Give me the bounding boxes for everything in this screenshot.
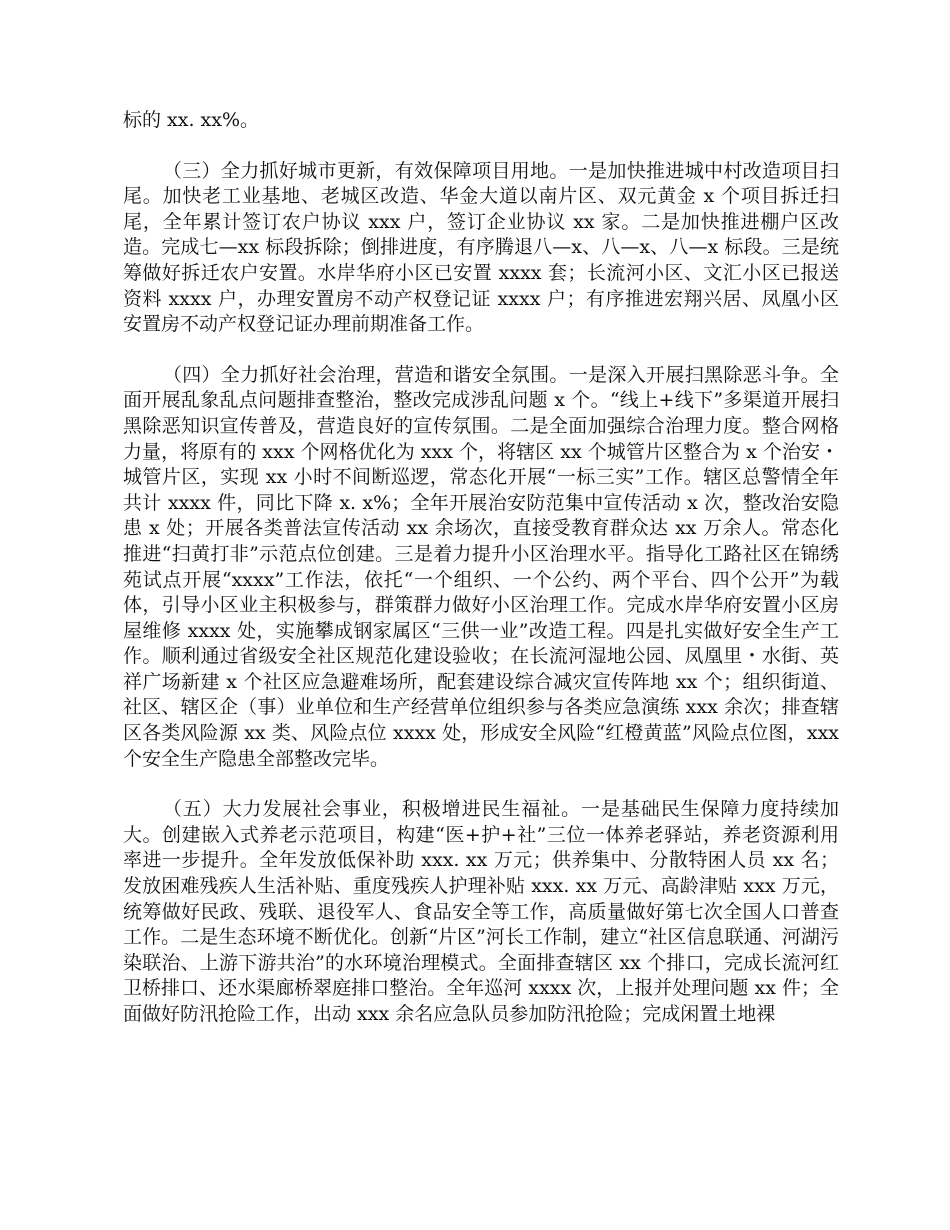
paragraph-section-5-social-welfare: （五）大力发展社会事业，积极增进民生福祉。一是基础民生保障力度持续加大。创建嵌入式养老示范项目，构建“医+护+社”三位一体养老驿站，养老资源利用率进一步提升。全年发放低保补助 xxx. xx 万元；供养集中、分散特困人员 xx 名；发放困难残疾人生活补贴、重度残疾人护理补贴 xxx. xx 万元、高龄津贴 xxx 万元，统筹做好民政、残联、退役军人、食品安全等工作，高质量做好第七次全国人口普查工作。二是生态环境不断优化。创新“片区”河长工作制，建立“社区信息联通、河湖污染联治、上游下游共治”的水环境治理模式。全面排查辖区 xx 个排口，完成长流河红卫桥排口、还水渠廊桥翠庭排口整治。全年巡河 xxxx 次，上报并处理问题 xx 件；全面做好防汛抢险工作，出动 xxx 余名应急队员参加防汛抢险；完成闲置土地裸 [123, 798, 839, 1025]
paragraph-section-3-urban-renewal: （三）全力抓好城市更新，有效保障项目用地。一是加快推进城中村改造项目扫尾。加快老工业基地、老城区改造、华金大道以南片区、双元黄金 x 个项目拆迁扫尾，全年累计签订农户协议 xxx 户，签订企业协议 xx 家。二是加快推进棚户区改造。完成七—xx 标段拆除；倒排进度，有序腾退八—x、八—x、八—x 标段。三是统筹做好拆迁农户安置。水岸华府小区已安置 xxxx 套；长流河小区、文汇小区已报送资料 xxxx 户，办理安置房不动产权登记证 xxxx 户；有序推进宏翔兴居、凤凰小区安置房不动产权登记证办理前期准备工作。 [123, 159, 839, 336]
paragraph-section-4-social-governance: （四）全力抓好社会治理，营造和谐安全氛围。一是深入开展扫黑除恶斗争。全面开展乱象乱点问题排查整治，整改完成涉乱问题 x 个。“线上+线下”多渠道开展扫黑除恶知识宣传普及，营造良好的宣传氛围。二是全面加强综合治理力度。整合网格力量，将原有的 xxx 个网格优化为 xxx 个，将辖区 xx 个城管片区整合为 x 个治安・城管片区，实现 xx 小时不间断巡逻，常态化开展“一标三实”工作。辖区总警情全年共计 xxxx 件，同比下降 x. x%；全年开展治安防范集中宣传活动 x 次，整改治安隐患 x 处；开展各类普法宣传活动 xx 余场次，直接受教育群众达 xx 万余人。常态化推进“扫黄打非”示范点位创建。三是着力提升小区治理水平。指导化工路社区在锦绣苑试点开展“xxxx”工作法，依托“一个组织、一个公约、两个平台、四个公开”为载体，引导小区业主积极参与，群策群力做好小区治理工作。完成水岸华府安置小区房屋维修 xxxx 处，实施攀成钢家属区“三供一业”改造工程。四是扎实做好安全生产工作。顺利通过省级安全社区规范化建设验收；在长流河湿地公园、凤凰里・水街、英祥广场新建 x 个社区应急避难场所，配套建设综合减灾宣传阵地 xx 个；组织街道、社区、辖区企（事）业单位和生产经营单位组织参与各类应急演练 xxx 余次；排查辖区各类风险源 xx 类、风险点位 xxxx 处，形成安全风险“红橙黄蓝”风险点位图，xxx 个安全生产隐患全部整改完毕。 [123, 363, 839, 770]
document-body [123, 108, 839, 1028]
paragraph-continuation: 标的 xx. xx%。 [123, 109, 260, 131]
